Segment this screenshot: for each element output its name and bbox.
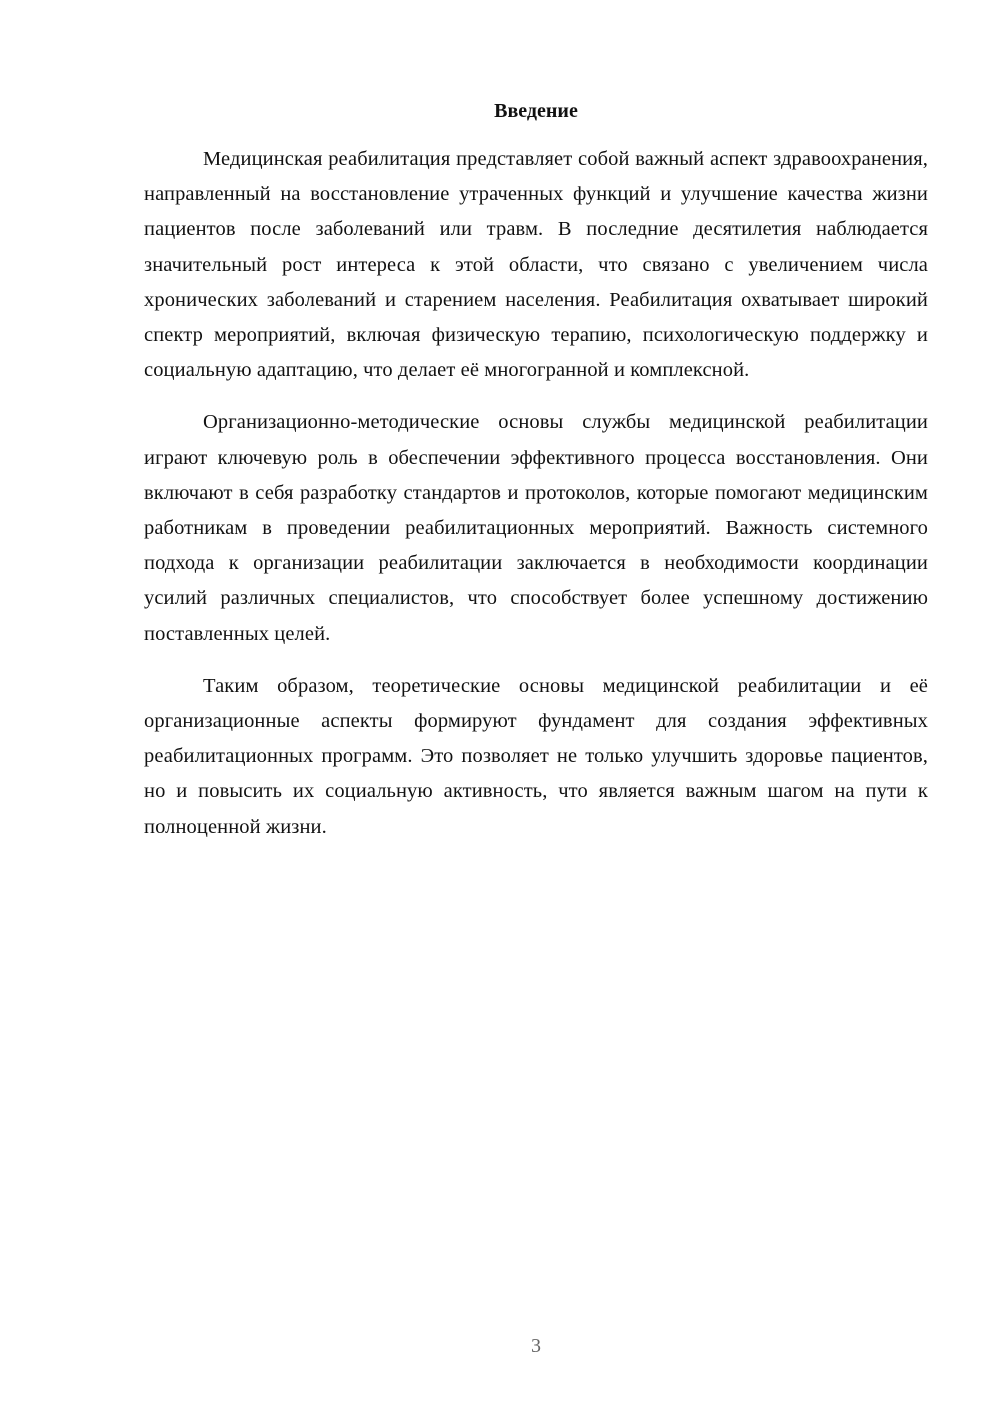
section-heading: Введение (494, 100, 578, 122)
paragraph-3: Таким образом, теоретические основы медицинской реабилитации и её организационные аспекты формируют фундамент для создания эффективных реабилитационных программ. Это позволяет не только улучшить здоровье пациентов, но и повысить их социальную активность, что является важным шагом на пути к полноценной жизни. (144, 674, 928, 838)
page-number: 3 (531, 1335, 541, 1357)
paragraph-1: Медицинская реабилитация представляет собой важный аспект здравоохранения, направленный на восстановление утраченных функций и улучшение качества жизни пациентов после заболеваний или травм. В последние десятилетия наблюдается значительный рост интереса к этой области, что связано с увеличением числа хронических заболеваний и старением населения. Реабилитация охватывает широкий спектр мероприятий, включая физическую терапию, психологическую поддержку и социальную адаптацию, что делает её многогранной и комплексной. (144, 148, 928, 382)
paragraph-2: Организационно-методические основы службы медицинской реабилитации играют ключевую роль в обеспечении эффективного процесса восстановления. Они включают в себя разработку стандартов и протоколов, которые помогают медицинским работникам в проведении реабилитационных мероприятий. Важность системного подхода к организации реабилитации заключается в необходимости координации усилий различных специалистов, что способствует более успешному достижению поставленных целей. (144, 411, 928, 645)
body-text (144, 142, 928, 862)
